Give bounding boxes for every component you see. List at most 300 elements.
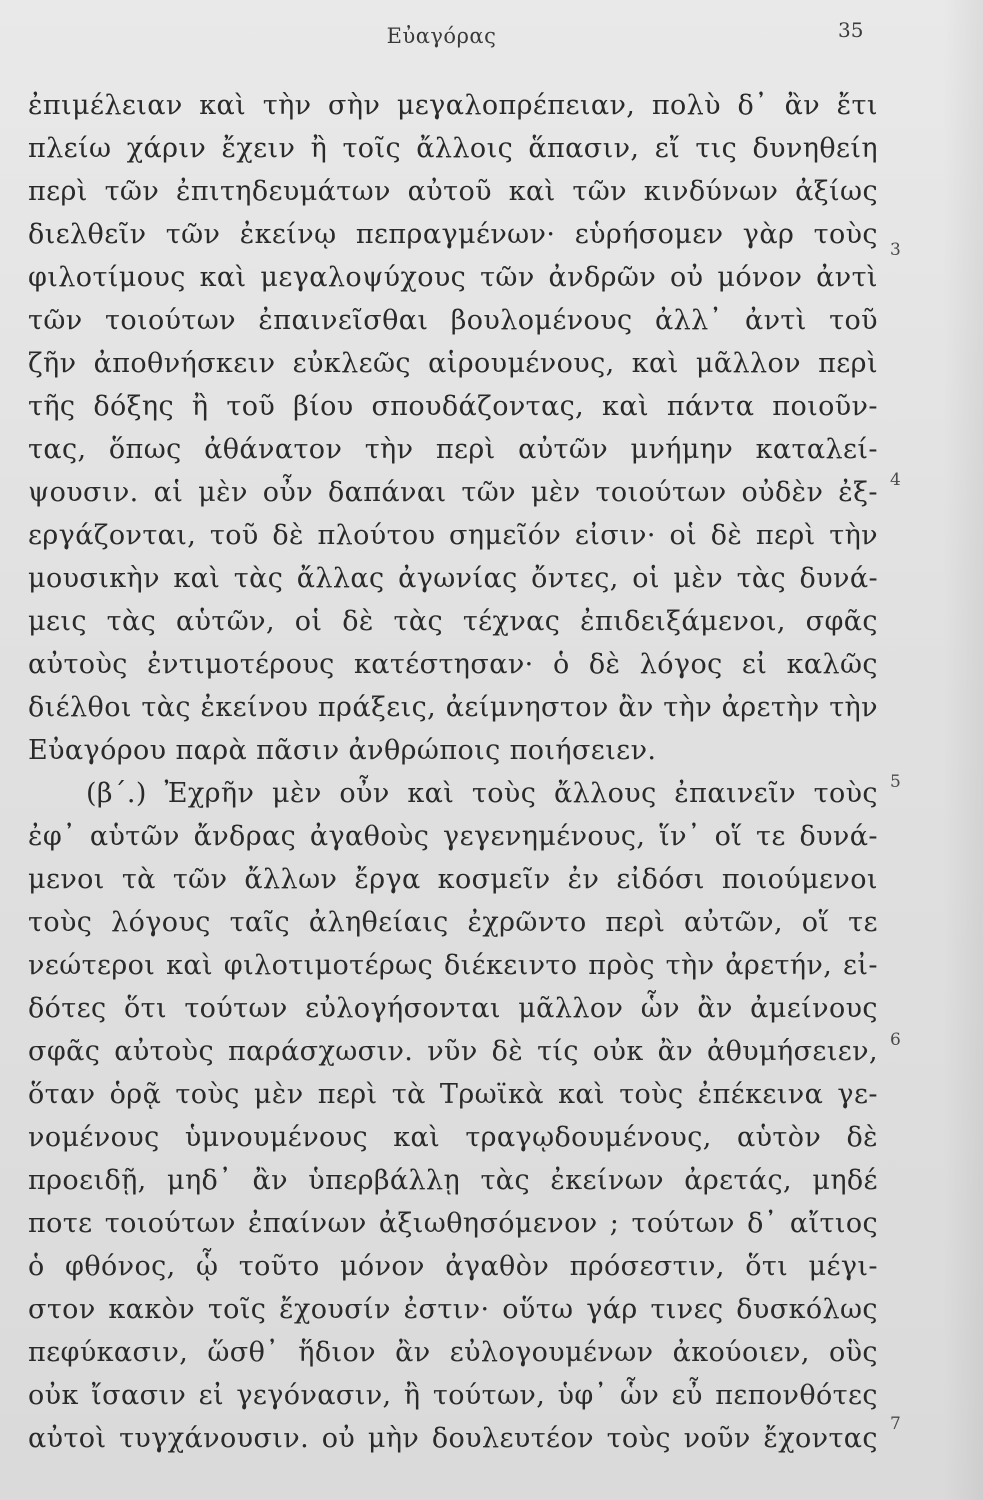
word: γὰρ (742, 219, 795, 250)
word: οὐ (670, 262, 704, 293)
word: εὖ (671, 1380, 703, 1411)
word: φθόνος, (65, 1251, 176, 1282)
word: ἀμείνους (750, 993, 878, 1024)
word: οὖν (339, 778, 390, 809)
word: μὴν (367, 1423, 420, 1454)
text-line-section-start (28, 772, 878, 815)
word: ἐν (567, 864, 600, 895)
word: ἐστιν· (403, 1294, 490, 1325)
text-line (28, 84, 878, 127)
word: ὥσθ᾽ (207, 1337, 280, 1368)
word: δυνά- (799, 821, 878, 852)
text-line (28, 901, 878, 944)
word: αὐτοὶ (28, 1423, 107, 1454)
word: μὲν (530, 477, 581, 508)
word: μεγαλοψύχους (260, 262, 467, 293)
word: ἂν (618, 692, 654, 723)
word: μουσικὴν (28, 563, 160, 594)
word: τὴν (665, 950, 715, 981)
text-line-paragraph-end: Εὐαγόρου παρὰ πᾶσιν ἀνθρώποις ποιήσειεν. (28, 735, 657, 766)
word: οὕτω (502, 1294, 574, 1325)
word: ἀνδρῶν (548, 262, 657, 293)
body-text (28, 84, 878, 1460)
word: ἢ (403, 1380, 421, 1411)
word: νομένους (28, 1122, 160, 1153)
word: οἵ (714, 821, 743, 852)
word: αἱ (153, 477, 184, 508)
word: διέλθοι (28, 692, 132, 723)
word: ὁρᾷ (109, 1079, 162, 1110)
word: τῶν (165, 219, 221, 250)
word: πρόσεστιν, (569, 1251, 725, 1282)
text-line (28, 1245, 878, 1288)
text-line (28, 987, 878, 1030)
word: τοῦ (209, 520, 259, 551)
word: διελθεῖν (28, 219, 147, 250)
word: περὶ (317, 1079, 378, 1110)
word: ἔχειν (221, 133, 296, 164)
word: τὴν (663, 692, 713, 723)
word: ἂν (657, 1036, 694, 1067)
word: δουλευτέον (431, 1423, 594, 1454)
word: πολὺ (651, 90, 721, 121)
word: εὐλογήσονται (305, 993, 501, 1024)
word: κατέστησαν· (354, 649, 534, 680)
word: μὲν (253, 1079, 304, 1110)
word: γε- (837, 1079, 878, 1110)
word: οἵ (801, 907, 830, 938)
word: δὲ (588, 649, 621, 680)
word: τοῦ (226, 391, 276, 422)
word: βίου (293, 391, 354, 422)
word: δότες (28, 993, 107, 1024)
word: δὲ (272, 520, 304, 551)
text-line (28, 1116, 878, 1159)
word: καὶ (173, 563, 221, 594)
word: μᾶλλον (518, 993, 624, 1024)
word: ὅτι (123, 993, 167, 1024)
word: τέχνας (462, 606, 561, 637)
text-line (28, 944, 878, 987)
word: τοῖς (342, 133, 401, 164)
text-line (28, 815, 878, 858)
section-number-3: 3 (890, 240, 901, 260)
word: εἰ (198, 1380, 224, 1411)
word: ἀντὶ (744, 305, 807, 336)
word: σπουδάζοντας, (371, 391, 585, 422)
word: λόγος (639, 649, 723, 680)
word: μηδέ (812, 1165, 878, 1196)
word: τας, (28, 434, 87, 465)
text-line (28, 127, 878, 170)
word: ταῖς (229, 907, 291, 938)
word: καὶ (166, 950, 213, 981)
word: ἀξίως (795, 176, 878, 207)
word: πάντα (666, 391, 755, 422)
word: καλῶς (786, 649, 878, 680)
word: εἴ (654, 133, 681, 164)
word: ὧν (640, 993, 680, 1024)
word: ἀρετάς, (684, 1165, 793, 1196)
word: κοσμεῖν (437, 864, 551, 895)
word: διέκειντο (443, 950, 578, 981)
word: καταλεί- (755, 434, 878, 465)
word: ἐκείνων (550, 1165, 664, 1196)
running-header-title: Εὐαγόρας (386, 24, 497, 48)
word: αὐτοὺς (114, 1036, 215, 1067)
word: ἀκούοιεν, (672, 1337, 810, 1368)
word: ἀθάνατον (204, 434, 343, 465)
word: ἀντὶ (816, 262, 878, 293)
word: τῶν (461, 477, 516, 508)
word: τὴν (829, 520, 878, 551)
word: δυσκόλως (736, 1294, 878, 1325)
text-line (28, 213, 878, 256)
word: τοῦτο (238, 1251, 320, 1282)
word: μόνον (717, 262, 803, 293)
word: καὶ (407, 778, 455, 809)
word: πρὸς (588, 950, 655, 981)
word: τὰς (141, 692, 191, 723)
word: οὐ (321, 1423, 356, 1454)
word: τὰς (480, 1165, 530, 1196)
word: τε (755, 821, 786, 852)
word: τοὺς (175, 1079, 240, 1110)
word: καὶ (199, 262, 247, 293)
word: βουλομένους (450, 305, 633, 336)
text-line (28, 299, 878, 342)
word: ἄλλους (553, 778, 657, 809)
word: εὑρήσομεν (574, 219, 724, 250)
word: ἂν (252, 1165, 288, 1196)
word: γάρ (586, 1294, 638, 1325)
word: ἔτι (836, 90, 878, 121)
word: αὐτῶν (518, 434, 609, 465)
word: ἐπέκεινα (697, 1079, 824, 1110)
word: εἰδόσι (616, 864, 705, 895)
word: οὓς (828, 1337, 878, 1368)
word: ἀείμνηστον (445, 692, 609, 723)
word: προειδῇ, (28, 1165, 147, 1196)
word: ἂν (784, 90, 821, 121)
word: τοὺς (471, 778, 537, 809)
word: ποιοῦν- (772, 391, 878, 422)
word: εργάζονται, (28, 520, 197, 551)
word: οὐκ (28, 1380, 79, 1411)
word: ὄντες, (531, 563, 619, 594)
word: τῶν (28, 305, 83, 336)
word: τούτων (184, 993, 288, 1024)
text-line (28, 600, 878, 643)
text-line (28, 514, 878, 557)
word: σφᾶς (805, 606, 878, 637)
section-number-4: 4 (890, 470, 901, 490)
word: αὐτοῦ (407, 176, 492, 207)
word: ἐκείνου (200, 692, 309, 723)
word: ἐχρῶντο (467, 907, 587, 938)
word: τινες (650, 1294, 724, 1325)
word: οἱ (294, 606, 323, 637)
word: μὲν (198, 477, 248, 508)
word: τοὺς (813, 778, 878, 809)
word: μεις (28, 606, 87, 637)
word: τὰς (106, 606, 157, 637)
word: τῶν (480, 262, 535, 293)
text-line (28, 471, 878, 514)
word: τῶν (572, 176, 627, 207)
text-line (28, 428, 878, 471)
word: σημεῖόν (449, 520, 562, 551)
word: ἐπιδειξάμενοι, (580, 606, 786, 637)
word: τὴν (364, 434, 414, 465)
word: ὁ (28, 1251, 45, 1282)
word: ἄλλας (296, 563, 385, 594)
word: δὲ (491, 1036, 524, 1067)
word: ὁ (552, 649, 570, 680)
word: τοῖς (207, 1294, 267, 1325)
word: τοὺς (619, 1079, 684, 1110)
word: καὶ (393, 1122, 441, 1153)
word: γεγενημένους, (443, 821, 646, 852)
word: ἐπιμέλειαν (28, 90, 183, 121)
word: καὶ (558, 1079, 605, 1110)
word: οἱ (669, 520, 698, 551)
word: ἀλλ᾽ (654, 305, 723, 336)
word: δυνά- (799, 563, 878, 594)
word: ὧν (620, 1380, 660, 1411)
word: αὐτοὺς (28, 649, 128, 680)
word: μεγαλοπρέπειαν, (396, 90, 636, 121)
word: οὐκ (592, 1036, 644, 1067)
word: τραγῳδουμένους, (465, 1122, 712, 1153)
word: μενοι (28, 864, 105, 895)
word: τις (695, 133, 738, 164)
word: δὲ (342, 606, 374, 637)
word: αὑτὸν (736, 1122, 822, 1153)
word: κακὸν (108, 1294, 196, 1325)
word: καὶ (199, 90, 247, 121)
word: ἅπασιν, (528, 133, 640, 164)
word: τοῦ (829, 305, 878, 336)
text-line (28, 858, 878, 901)
word: (β΄.) (86, 778, 147, 809)
text-line (28, 1288, 878, 1331)
word: ἵν᾽ (659, 821, 701, 852)
word: πλούτου (317, 520, 436, 551)
word: τὰς (736, 563, 787, 594)
word: ἀποθνήσκειν (93, 348, 276, 379)
word: αὑτῶν (89, 821, 180, 852)
word: τῆς (28, 391, 76, 422)
text-line (28, 1417, 878, 1460)
word: γεγόνασιν, (236, 1380, 392, 1411)
word: μνήμην (630, 434, 734, 465)
word: ἴσασιν (91, 1380, 187, 1411)
text-line (28, 1331, 878, 1374)
word: τὰς (233, 563, 284, 594)
word: χάριν (126, 133, 207, 164)
text-line (28, 170, 878, 213)
word: τοὺς (606, 1423, 671, 1454)
word: ἐκείνῳ (239, 219, 337, 250)
word: οὐδὲν (741, 477, 824, 508)
word: εἰσιν· (574, 520, 656, 551)
text-line (28, 1159, 878, 1202)
word: τοιούτων (104, 305, 236, 336)
word: ἐπιτηδευμάτων (175, 176, 391, 207)
word: ἐφ᾽ (28, 821, 77, 852)
word: ἐντιμοτέρους (147, 649, 335, 680)
page-edge-shadow (943, 0, 983, 1500)
word: ὑμνουμένους (184, 1122, 368, 1153)
word: καὶ (631, 348, 679, 379)
section-number-6: 6 (890, 1030, 901, 1050)
word: πράξεις, (317, 692, 437, 723)
word: τοιούτων (595, 477, 727, 508)
text-line (28, 557, 878, 600)
word: ὑπερβάλλῃ (308, 1165, 461, 1196)
word: ἀρετὴν (721, 692, 820, 723)
text-line (28, 385, 878, 428)
text-line (28, 342, 878, 385)
word: μὲν (272, 778, 322, 809)
word: τοὺς (28, 907, 93, 938)
word: ἂν (395, 1337, 431, 1368)
word: ἀγαθὸν (445, 1251, 550, 1282)
text-line (28, 686, 878, 729)
word: δὲ (710, 520, 743, 551)
word: τίς (537, 1036, 579, 1067)
word: εὐλογουμένων (449, 1337, 654, 1368)
word: ἀρετήν, (725, 950, 833, 981)
word: παράσχωσιν. (227, 1036, 414, 1067)
word: πεφύκασιν, (28, 1337, 189, 1368)
word: τῶν (104, 176, 160, 207)
word: αἴτιος (789, 1208, 878, 1239)
word: τούτων (631, 1208, 735, 1239)
word: εἰ- (843, 950, 878, 981)
word: μὲν (673, 563, 724, 594)
word: ἐπαινεῖσθαι (258, 305, 429, 336)
word: στον (28, 1294, 96, 1325)
word: ἀγαθοὺς (309, 821, 430, 852)
word: πλείω (28, 133, 112, 164)
word: δ᾽ (747, 1208, 778, 1239)
section-number-7: 7 (890, 1414, 901, 1434)
word: αὑτῶν, (175, 606, 275, 637)
word: ἐπαινεῖν (674, 778, 796, 809)
word: ποιούμενοι (721, 864, 878, 895)
word: τῶν (172, 864, 228, 895)
word: πεπραγμένων· (355, 219, 556, 250)
word: σφᾶς (28, 1036, 101, 1067)
word: Τρωϊκὰ (439, 1079, 544, 1110)
word: τὰ (121, 864, 156, 895)
text-line (28, 1202, 878, 1245)
word: ἀθυμήσειεν, (706, 1036, 878, 1067)
word: ἥδιον (298, 1337, 376, 1368)
text-line (28, 643, 878, 686)
text-line (28, 256, 878, 299)
word: μόνον (339, 1251, 425, 1282)
word: δ᾽ (737, 90, 769, 121)
word: ἢ (191, 391, 209, 422)
word: εἰ (741, 649, 768, 680)
word: περὶ (818, 348, 878, 379)
word: περὶ (435, 434, 496, 465)
word: οὖν (262, 477, 314, 508)
word: φιλοτιμοτέρως (223, 950, 434, 981)
word: ἄλλοις (416, 133, 514, 164)
word: αἱρουμένους, (428, 348, 615, 379)
word: τὰ (391, 1079, 426, 1110)
word: ; (609, 1208, 620, 1239)
word: ἀγωνίας (398, 563, 518, 594)
word: ἢ (310, 133, 328, 164)
word: οἱ (632, 563, 660, 594)
word: κινδύνων (643, 176, 779, 207)
word: ἔργα (354, 864, 421, 895)
word: τούτων, (432, 1380, 546, 1411)
word: τὴν (262, 90, 312, 121)
word: ὅταν (28, 1079, 96, 1110)
word: φιλοτίμους (28, 262, 186, 293)
word: τὰς (393, 606, 444, 637)
word: εὐκλεῶς (292, 348, 411, 379)
word: καὶ (602, 391, 649, 422)
word: τοιούτων (104, 1208, 236, 1239)
word: ἄλλων (244, 864, 338, 895)
word: νοῦν (683, 1423, 751, 1454)
word: δυνηθείη (752, 133, 878, 164)
word: λόγους (111, 907, 211, 938)
word: ψουσιν. (28, 477, 139, 508)
word: πεπονθότες (715, 1380, 878, 1411)
word: ζῆν (28, 348, 77, 379)
word: ἔχουσίν (279, 1294, 391, 1325)
word: δὲ (846, 1122, 878, 1153)
text-line (28, 1374, 878, 1417)
word: ὑφ᾽ (557, 1380, 608, 1411)
word: τυγχάνουσιν. (119, 1423, 310, 1454)
word: ἐξ- (838, 477, 878, 508)
word: σὴν (328, 90, 381, 121)
word: ᾧ (196, 1251, 219, 1282)
word: δαπάναι (327, 477, 447, 508)
word: ἔχοντας (763, 1423, 878, 1454)
text-line (28, 1030, 878, 1073)
word: νεώτεροι (28, 950, 156, 981)
word: ὅτι (745, 1251, 789, 1282)
word: τὴν (829, 692, 878, 723)
word: μᾶλλον (695, 348, 801, 379)
word: περὶ (755, 520, 816, 551)
word: ἀληθείαις (308, 907, 449, 938)
word: περὶ (28, 176, 88, 207)
section-number-5: 5 (890, 772, 901, 792)
word: ἐπαίνων (247, 1208, 367, 1239)
word: μηδ᾽ (167, 1165, 233, 1196)
word: περὶ (605, 907, 666, 938)
word: καὶ (508, 176, 556, 207)
word: Ἐχρῆν (164, 778, 255, 809)
text-line (28, 1073, 878, 1116)
word: ὅπως (108, 434, 182, 465)
word: ἂν (697, 993, 733, 1024)
word: νῦν (427, 1036, 478, 1067)
word: ἀξιωθησόμενον (378, 1208, 598, 1239)
word: αὐτῶν, (683, 907, 783, 938)
